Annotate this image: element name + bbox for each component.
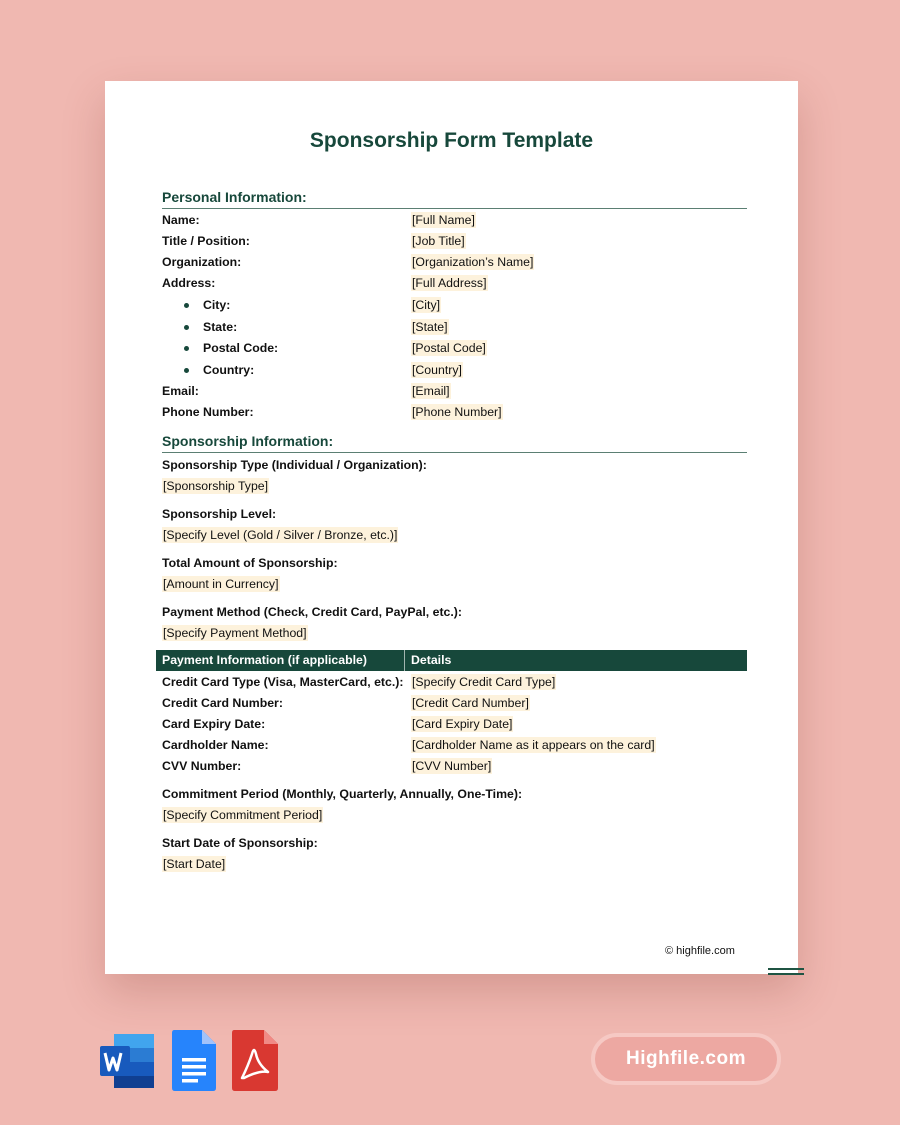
field-value[interactable]: [Specify Credit Card Type] [412, 675, 556, 689]
field-row-country [162, 361, 747, 381]
word-icon[interactable] [100, 1030, 156, 1090]
field-value[interactable]: [Country] [412, 363, 462, 377]
payment-table-header [156, 650, 747, 671]
table-header-cell: Payment Information (if applicable) [162, 653, 367, 667]
field-value[interactable]: [CVV Number] [412, 759, 492, 773]
google-docs-icon[interactable] [170, 1030, 226, 1090]
bullet-icon [184, 325, 189, 330]
field-label: Country: [203, 363, 255, 377]
question-label-sponsorship-type: Sponsorship Type (Individual / Organization): [162, 458, 427, 472]
field-row-email [162, 382, 747, 402]
table-header-divider [404, 650, 405, 671]
table-row [162, 736, 747, 756]
question-value-sponsorship-type[interactable]: [Sponsorship Type] [163, 479, 269, 493]
question-value-payment-method[interactable]: [Specify Payment Method] [163, 626, 307, 640]
field-label: City: [203, 298, 231, 312]
field-row-phone [162, 403, 747, 423]
field-label: Card Expiry Date: [162, 717, 266, 731]
field-label: CVV Number: [162, 759, 242, 773]
question-value-total-amount[interactable]: [Amount in Currency] [163, 577, 279, 591]
table-row [162, 673, 747, 693]
field-value[interactable]: [Full Name] [412, 213, 475, 227]
field-label: State: [203, 320, 238, 334]
question-label-commitment-period: Commitment Period (Monthly, Quarterly, Annually, One-Time): [162, 787, 523, 801]
field-row-title [162, 232, 747, 252]
field-label: Title / Position: [162, 234, 250, 248]
question-value-start-date[interactable]: [Start Date] [163, 857, 226, 871]
field-label: Cardholder Name: [162, 738, 269, 752]
question-label-total-amount: Total Amount of Sponsorship: [162, 556, 338, 570]
table-row [162, 757, 747, 777]
question-label-sponsorship-level: Sponsorship Level: [162, 507, 277, 521]
field-value[interactable]: [Credit Card Number] [412, 696, 529, 710]
field-row-organization [162, 253, 747, 273]
field-value[interactable]: [Full Address] [412, 276, 487, 290]
field-value[interactable]: [State] [412, 320, 448, 334]
bullet-icon [184, 303, 189, 308]
section-heading-personal: Personal Information: [162, 189, 747, 209]
section-heading-sponsorship: Sponsorship Information: [162, 433, 747, 453]
field-row-name [162, 211, 747, 231]
field-label: Address: [162, 276, 216, 290]
field-row-city [162, 296, 747, 316]
bullet-icon [184, 346, 189, 351]
field-label: Email: [162, 384, 199, 398]
document-title: Sponsorship Form Template [309, 129, 594, 152]
table-header-cell: Details [411, 653, 452, 667]
document-page [105, 81, 798, 974]
table-row [162, 715, 747, 735]
field-value[interactable]: [Card Expiry Date] [412, 717, 513, 731]
question-label-payment-method: Payment Method (Check, Credit Card, PayPal, etc.): [162, 605, 462, 619]
field-value[interactable]: [Phone Number] [412, 405, 502, 419]
field-value[interactable]: [Cardholder Name as it appears on the card] [412, 738, 655, 752]
table-row [162, 694, 747, 714]
field-label: Phone Number: [162, 405, 254, 419]
field-label: Credit Card Type (Visa, MasterCard, etc.): [162, 675, 404, 689]
bullet-icon [184, 368, 189, 373]
field-value[interactable]: [Email] [412, 384, 450, 398]
copyright-text: © highfile.com [665, 945, 735, 957]
field-label: Credit Card Number: [162, 696, 283, 710]
field-value[interactable]: [City] [412, 298, 441, 312]
highfile-brand-button[interactable]: Highfile.com [591, 1033, 781, 1085]
field-value[interactable]: [Postal Code] [412, 341, 486, 355]
corner-accent-bottom-right [768, 968, 804, 975]
field-label: Name: [162, 213, 200, 227]
pdf-icon[interactable] [230, 1030, 286, 1090]
field-label: Postal Code: [203, 341, 279, 355]
field-row-address [162, 274, 747, 294]
field-value[interactable]: [Organization’s Name] [412, 255, 534, 269]
field-value[interactable]: [Job Title] [412, 234, 465, 248]
field-label: Organization: [162, 255, 242, 269]
question-label-start-date: Start Date of Sponsorship: [162, 836, 318, 850]
question-value-sponsorship-level[interactable]: [Specify Level (Gold / Silver / Bronze, etc.)] [163, 528, 398, 542]
field-row-state [162, 318, 747, 338]
field-row-postal-code [162, 339, 747, 359]
question-value-commitment-period[interactable]: [Specify Commitment Period] [163, 808, 323, 822]
